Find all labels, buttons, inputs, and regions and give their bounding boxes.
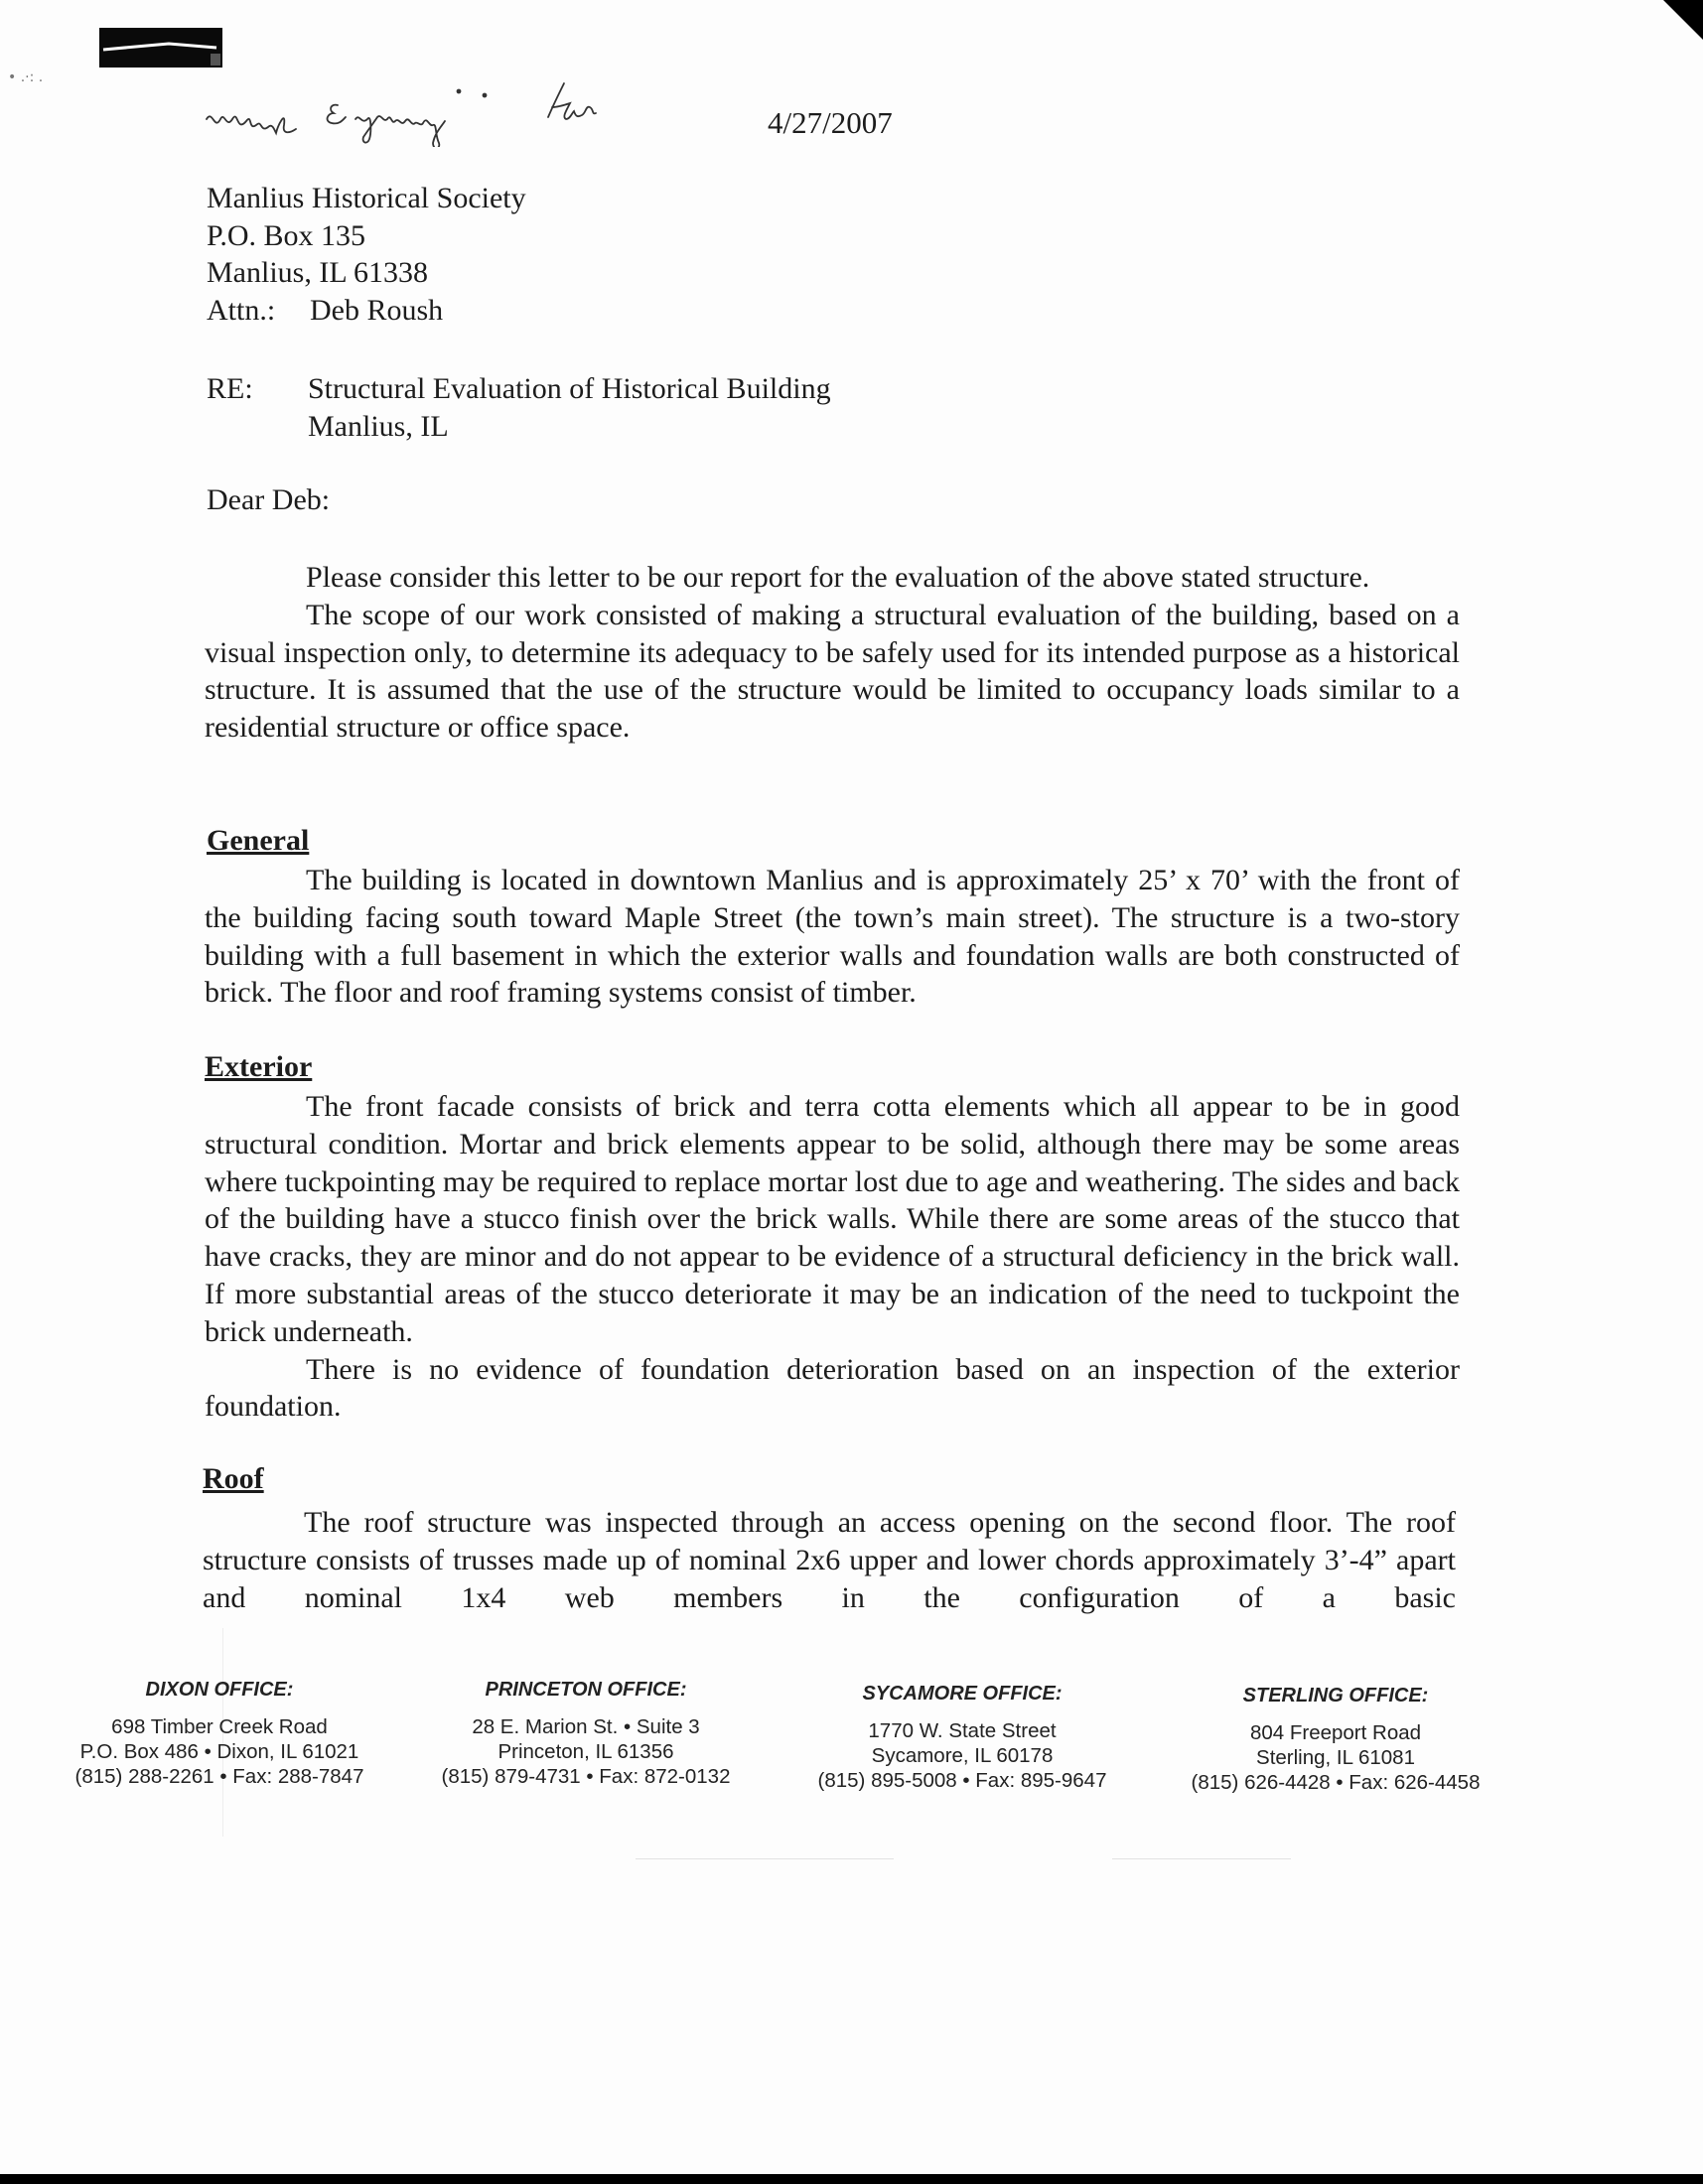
office-line: (815) 879-4731 • Fax: 872-0132	[441, 1765, 731, 1788]
office-princeton	[417, 1678, 755, 1789]
intro-section	[205, 559, 1460, 747]
office-sterling	[1164, 1684, 1507, 1795]
office-line: 1770 W. State Street	[868, 1719, 1057, 1742]
scan-artifact-line	[1112, 1858, 1291, 1859]
section-heading-exterior: Exterior	[205, 1050, 313, 1083]
office-sycamore	[790, 1682, 1134, 1793]
paragraph: The front facade consists of brick and terra cotta elements which all appear to be in good structural condition. Mortar and brick elements appear to be solid, although there may be some areas where tuckpointing may be required to replace mortar lost due to age and weathering. The sides and back of the building have a stucco finish over the brick walls. While there are some areas of the stucco that have cracks, they are minor and do not appear to be evidence of a structural deficiency in the brick wall. If more substantial areas of the stucco deteriorate it may be an indication of the need to tuckpoint the brick underneath.	[205, 1090, 1460, 1348]
office-line: 698 Timber Creek Road	[111, 1715, 328, 1738]
office-title: SYCAMORE OFFICE:	[862, 1683, 1063, 1705]
office-line: Sycamore, IL 60178	[871, 1744, 1054, 1767]
office-line: 804 Freeport Road	[1249, 1721, 1422, 1744]
office-line: Princeton, IL 61356	[497, 1740, 674, 1763]
recipient-address	[207, 180, 1460, 329]
letter-date: 4/27/2007	[768, 105, 893, 140]
section-heading-general: General	[207, 824, 310, 857]
exterior-section	[205, 1088, 1460, 1426]
office-title: DIXON OFFICE:	[145, 1679, 294, 1701]
recipient-line: P.O. Box 135	[207, 218, 366, 252]
subject-block	[207, 370, 1460, 445]
salutation: Dear Deb:	[207, 483, 331, 516]
scan-artifact-line	[636, 1858, 894, 1859]
office-line: (815) 626-4428 • Fax: 626-4458	[1191, 1771, 1481, 1794]
recipient-line: Manlius Historical Society	[207, 182, 526, 214]
subject-label: RE:	[207, 372, 253, 405]
scan-bottom-edge	[0, 2174, 1703, 2184]
office-line: Sterling, IL 61081	[1256, 1746, 1415, 1769]
attention-label: Attn.:	[207, 293, 276, 327]
paragraph: Please consider this letter to be our report for the evaluation of the above stated structure.	[306, 561, 1370, 594]
staple-mark-icon	[99, 28, 222, 68]
recipient-line: Manlius, IL 61338	[207, 256, 429, 289]
office-dixon	[56, 1678, 383, 1789]
scan-corner-fold	[1663, 0, 1703, 40]
paragraph: The roof structure was inspected through an access opening on the second floor. The roof structure consists of trusses made up of nominal 2x6 upper and lower chords approximately 3’-4” apart and nominal 1x4 web members in the configuration of a basic	[203, 1506, 1456, 1614]
attention-line	[207, 292, 1460, 330]
section-heading-roof: Roof	[203, 1462, 264, 1495]
office-line: P.O. Box 486 • Dixon, IL 61021	[79, 1740, 359, 1763]
paragraph: There is no evidence of foundation deterioration based on an inspection of the exterior foundation.	[205, 1352, 1460, 1424]
handwritten-signature-note	[199, 77, 755, 147]
roof-section	[203, 1504, 1456, 1616]
paragraph: The scope of our work consisted of making a structural evaluation of the building, based on a visual inspection only, to determine its adequacy to be safely used for its intended purpose as a historical structure. It is assumed that the use of the structure would be limited to occupancy loads similar to a residential structure or office space.	[205, 598, 1460, 745]
office-line: 28 E. Marion St. • Suite 3	[472, 1715, 700, 1738]
general-section	[205, 862, 1460, 1012]
subject-line: Manlius, IL	[308, 409, 449, 443]
office-title: STERLING OFFICE:	[1242, 1685, 1429, 1706]
office-line: (815) 288-2261 • Fax: 288-7847	[74, 1765, 364, 1788]
subject-line: Structural Evaluation of Historical Building	[308, 372, 831, 405]
attention-name: Deb Roush	[310, 293, 444, 327]
scan-specks: • .·: .	[8, 69, 44, 85]
office-line: (815) 895-5008 • Fax: 895-9647	[817, 1769, 1107, 1792]
office-title: PRINCETON OFFICE:	[485, 1679, 687, 1701]
paragraph: The building is located in downtown Manlius and is approximately 25’ x 70’ with the front of the building facing south toward Maple Street (the town’s main street). The structure is a two-story building with a full basement in which the exterior walls and foundation walls are both constructed of brick. The floor and roof framing systems consist of timber.	[205, 864, 1460, 1010]
